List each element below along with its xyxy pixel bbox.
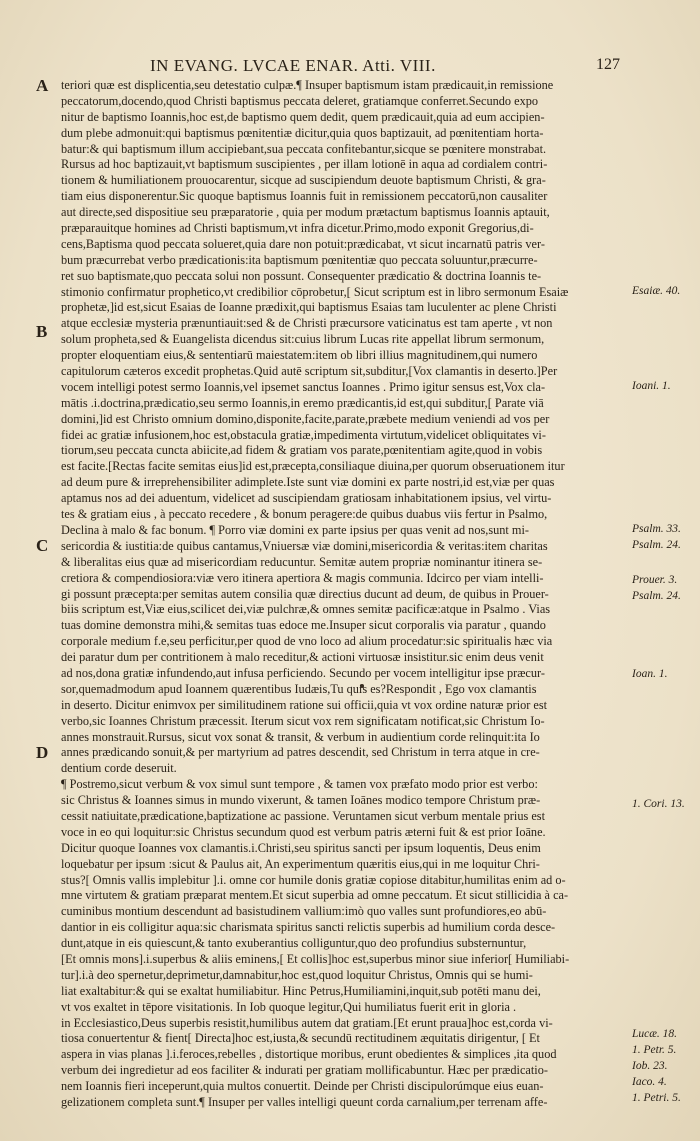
text-line: atque ecclesiæ mysteria prænuntiauit:sed & de Christi præcursore vaticinatus est tam aperte , vt non — [61, 316, 553, 331]
text-line: tiam eius disponerentur.Sic quoque baptismus Ioannis fuit in remissionem peccatorū,non causaliter — [61, 189, 548, 204]
text-line: capitulorum cæteros excedit prophetas.Quid autē scriptum sit,subditur,[Vox clamantis in deserto.]Per — [61, 364, 558, 379]
text-line: nitur de baptismo Ioannis,hoc est,de baptismo quem dedit, quem prædicauit,quia ad eum accipien- — [61, 109, 545, 124]
text-line: tiorum,seu peccata cuncta abiicite,ad fidem & gratiam vos parate,pœnitentiam agite,quod in vobis — [61, 443, 543, 458]
text-line: & liberalitas eius quæ ad misericordiam reducuntur. Semitæ autem propriæ nominantur itinera se- — [61, 554, 543, 569]
text-line: aptamus nos ad dei aduentum, videlicet ad suscipiendam gratiosam inhabitationem ipsius, vel virtu- — [61, 491, 552, 506]
text-line: tur].i.à deo spernetur,deprimetur,damnabitur,hoc est,quod loquitur Christus, Omnis qui se humi- — [61, 967, 533, 982]
text-line: prophetæ,]id est,sicut Esaias de Ioanne prædixit,qui baptismus Esaias tam luculenter ac plene Christi — [61, 300, 557, 315]
text-line: tionem & humiliationem prouocarentur, sicque ad suscipiendum deuote baptismum Christi, & gra- — [61, 173, 546, 188]
text-line: nem Ioannis fieri inceperunt,quia multos conuertit. Deinde per Christi discipulorúmque eius euan- — [61, 1079, 544, 1094]
margin-note: Prouer. 3. — [632, 574, 678, 586]
text-line: ad deum pure & irreprehensibiliter adimplete.Iste sunt viæ domini ex parte nostri,id est,viæ per quas — [61, 475, 555, 490]
text-line: dum plebe admonuit:qui baptismus pœnitentiæ dicitur,quia quos baptizauit, ad pœnitentiam horta- — [61, 125, 544, 140]
text-line: annes monstrauit.Rursus, sicut vox sonat & transit, & verbum in audientium corde relinquit:ita Io — [61, 729, 540, 744]
margin-note: Psalm. 24. — [632, 590, 681, 602]
text-line: domini,]id est Christo omnium domino,disponite,facite,parate,præbete medium veniendi ad vos per — [61, 411, 550, 426]
text-line: liat exaltabitur:& qui se exaltat humiliabitur. Hinc Petrus,Humiliamini,inquit,sub potēti manu dei, — [61, 983, 541, 998]
text-line: sericordia & iustitia:de quibus cantamus,Vniuersæ viæ domini,misericordia & veritas:item charitas — [61, 538, 548, 553]
text-line: gi possunt præcepta:per semitas autem consilia quæ directius ducunt ad deum, de quibus in Prouer- — [61, 586, 549, 601]
text-line: tuas domine demonstra mihi,& semitas tuas edoce me.Insuper sicut corporalis via paratur , quando — [61, 618, 546, 633]
text-line: batur:& qui baptismum illum accipiebant,sua peccata confitebantur,sicque se pœnitere monstrabat. — [61, 141, 547, 156]
text-line: vocem intelligi potest sermo Ioannis,vel ipsemet sanctus Ioannes . Primo igitur sensus est,Vox cla- — [61, 379, 546, 394]
margin-note: Psalm. 24. — [632, 539, 681, 551]
margin-note: Iob. 23. — [632, 1060, 668, 1072]
text-line: stimonio confirmatur prophetico,vt credibilior cōprobetur,[ Sicut scriptum est in libro sermonum Esaiæ — [61, 284, 569, 299]
margin-note: 1. Petri. 5. — [632, 1092, 681, 1104]
text-line: sic Christus & Ioannes simus in mundo vixerunt, & tamen Ioānes modico tempore Christum præ- — [61, 793, 541, 808]
margin-note: Psalm. 33. — [632, 523, 681, 535]
text-line: loquebatur per ipsum :sicut & Paulus ait, An experimentum quæritis eius,qui in me loquitur Chri- — [61, 856, 540, 871]
text-line: ret suo baptismate,quo peccata solui non possunt. Consequenter prædicatio & doctrina Ioannis te- — [61, 268, 542, 283]
running-header — [150, 56, 620, 76]
text-line: præparauitque homines ad Christi baptismum,vt infra dicetur.Primo,modo exponit Gregorius,di- — [61, 221, 534, 236]
text-line: dunt,atque in eis quiescunt,& tanto exuberantius colliguntur,quo deo profundius substernuntur, — [61, 936, 527, 951]
text-line: biis scriptum est,Viæ eius,scilicet dei,viæ pulchræ,& omnes semitæ pacificæ:atque in Psalmo . Vias — [61, 602, 551, 617]
text-line: cuminibus montium descendunt ad basistudinem vallium:imò quo valles sunt profundiores,eo abū- — [61, 904, 547, 919]
text-line: annes prædicando sonuit,& per martyrium ad patres descendit, sed Christum in terra atque in cre- — [61, 745, 540, 760]
margin-note: Ioan. 1. — [632, 668, 668, 680]
section-letter-a: A — [36, 76, 49, 95]
margin-note: Iaco. 4. — [632, 1076, 667, 1088]
text-line: aut directe,sed dispositiue seu præparatorie , quia per modum prætactum baptismus Ioannis aptauit, — [61, 205, 550, 220]
page-number: 127 — [596, 56, 620, 73]
text-line: dentium corde deseruit. — [61, 761, 177, 776]
text-line: mne virtutem & gratiam præparat mentem.Et sicut superbia ad omne peccatum. Et sicut stillicidia à ca- — [61, 888, 569, 903]
commentary-text — [61, 78, 623, 1111]
text-line: Rursus ad hoc baptizauit,vt baptismum suscipientes , per illam lotionē in aqua ad cordialem contri- — [61, 157, 548, 172]
text-line: cessit natiuitate,prædicatione,baptizatione ac passione. Veruntamen sicut verbum mentale prius est — [61, 808, 545, 823]
text-line: fidei ac gratiæ infusionem,hoc est,obstacula gratiæ,impedimenta virtutum,videlicet obliquitates vi- — [61, 427, 546, 442]
text-line: cretiora & compendiosiora:viæ vero itinera apertiora & magis communia. Idcirco per viam intelli- — [61, 570, 544, 585]
margin-note: Ioani. 1. — [632, 380, 671, 392]
margin-note: 1. Petr. 5. — [632, 1044, 677, 1056]
text-line: tiosa conuertentur & fient[ Directa]hoc est,iusta,& secundū rectitudinem æquitatis dirigentur, [ Et — [61, 1031, 540, 1046]
text-line: aspera in vias planas ].i.feroces,rebelles , distortique moribus, erunt obedientes & simplices ,ita quod — [61, 1047, 557, 1062]
text-line: Declina à malo & fac bonum. ¶ Porro viæ domini ex parte ipsius per quas venit ad nos,sunt mi- — [61, 522, 529, 537]
margin-note: Esaiæ. 40. — [632, 285, 681, 297]
running-head-title: IN EVANG. LVCAE ENAR. Atti. VIII. — [150, 56, 436, 75]
text-line: dantior in eis colligitur aqua:sic charismata spiritus sancti relictis superbis ad humilium corda desce- — [61, 920, 556, 935]
text-line: dei paratur dum per contritionem à malo receditur,& actioni virtuosæ insistitur.sic enim deus venit — [61, 650, 544, 665]
text-line: peccatorum,docendo,quod Christi baptismus peccata deleret, gratiamque conferret.Secundo expo — [61, 93, 539, 108]
section-letter-d: D — [36, 743, 49, 762]
text-line: teriori quæ est displicentia,seu detestatio culpæ.¶ Insuper baptismum istam prædicauit,in remissione — [61, 78, 554, 92]
text-line: tes & gratiam eius , à peccato recedere , & bonum peragere:de quibus duabus viis fertur in Psalmo, — [61, 507, 548, 522]
text-line: verbum dei ingredietur ad eos faciliter & indurati per gratiam mollificabuntur. Hæc per prædicatio- — [61, 1063, 548, 1078]
section-letter-b: B — [36, 322, 48, 341]
text-line: in Ecclesiastico,Deus superbis resistit,humilibus autem dat gratiam.[Et erunt praua]hoc est,corda vi- — [61, 1015, 553, 1030]
text-line: in deserto. Dicitur enimvox per similitudinem ratione sui officii,quia vt vox ordine naturæ prior est — [61, 697, 548, 712]
text-line: stus?[ Omnis vallis implebitur ].i. omne cor humile donis gratiæ copiose ditabitur,humilitas enim ad o- — [61, 872, 566, 887]
section-letter-c: C — [36, 536, 49, 555]
text-line: ad nos,dona gratiæ infundendo,aut infusa perficiendo. Secundo per vocem intelligitur ipse præcur- — [61, 665, 545, 680]
text-line: solum propheta,sed & Euangelista dicendus sit:cuius librum Lucas rite appellat librum sermonum, — [61, 332, 545, 347]
text-line: propter eloquentiam eius,& sententiarū maiestatem:item ob libri illius magnitudinem,qui numero — [61, 348, 538, 363]
text-line: voce in eo qui loquitur:sic Christus secundum quod est verbum patris æterni fuit & est prior Ioāne. — [61, 824, 546, 839]
text-line: ¶ Postremo,sicut verbum & vox simul sunt tempore , & tamen vox præfato modo prior est verbo: — [61, 777, 538, 792]
text-line: gelizationem completa sunt.¶ Insuper per valles intelligi queunt corda carnalium,per terrenam affe- — [61, 1095, 548, 1109]
text-line: sor,quemadmodum apud Ioannem quærentibus Iudæis,Tu quis es?Respondit , Ego vox clamantis — [61, 681, 537, 696]
margin-note: 1. Cori. 13. — [632, 798, 685, 810]
text-line: [Et omnis mons].i.superbus & aliis eminens,[ Et collis]hoc est,superbus minor siue inferior[ Humiliabi- — [61, 951, 570, 966]
text-line: cens,Baptisma quod peccata solueret,quia dare non potuit:prædicabat, vt sicut incarnatū patris ver- — [61, 236, 545, 251]
margin-note: Lucæ. 18. — [632, 1028, 678, 1040]
text-line: Dicitur quoque Ioannes vox clamantis.i.Christi,seu spiritus sancti per ipsum loquentis, Deus enim — [61, 840, 541, 855]
text-line: mātis .i.doctrina,prædicatio,seu sermo Ioannis,in eremo prædicantis,id est,qui subditur,[ Parate viā — [61, 395, 544, 410]
text-line: est facite.[Rectas facite semitas eius]id est,præcepta,consiliaque diuina,per quorum obseruationem itur — [61, 459, 565, 474]
text-line: verbo,sic Ioannes Christum præcessit. Iterum sicut vox rem significatam notificat,sic Christum Io- — [61, 713, 545, 728]
text-line: vt vos exaltet in tēpore visitationis. In Iob quoque legitur,Qui humiliatus fuerit erit in gloria . — [61, 999, 517, 1014]
text-line: corporale medium f.e,seu perficitur,per quod de vno loco ad alium procedatur:sic spiritualis hæc via — [61, 634, 553, 649]
text-line: bum præcurrebat verbo prædicationis:ita baptismum pœnitentiæ quo peccata soluuntur,præcurre- — [61, 252, 538, 267]
